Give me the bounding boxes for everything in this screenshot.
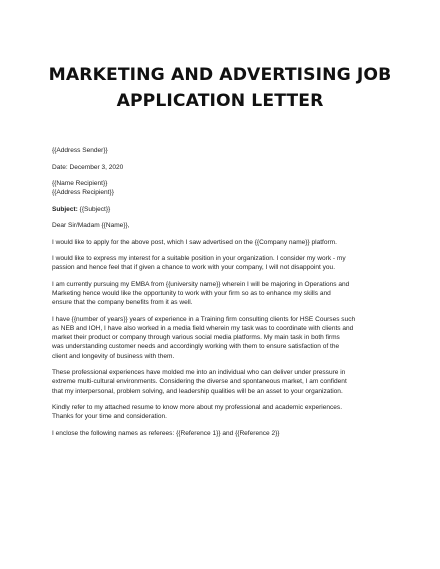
paragraph-line: I enclose the following names as referees: {{Reference 1}} and {{Reference 2}} (52, 429, 280, 437)
paragraph-line: market their product or company through various social media platforms. My main task in both firms (52, 334, 340, 342)
paragraph-line: I am currently pursuing my EMBA from {{university name}} wherein I will be majoring in Operations and (52, 280, 350, 288)
body-paragraph (52, 254, 396, 272)
subject-value: {{Subject}} (77, 205, 111, 213)
address-sender: {{Address Sender}} (52, 147, 108, 154)
body-paragraph (52, 403, 396, 421)
body-paragraph (52, 368, 396, 396)
paragraph-line: as NEB and IOH, I have also worked in a media field wherein my task was to coordinate with clients and (52, 325, 354, 333)
paragraph-line: These professional experiences have molded me into an individual who can deliver under pressure in (52, 369, 346, 377)
page-title (0, 62, 440, 114)
paragraph-line: passion and hence feel that if given a chance to work with your company, I will not disappoint you. (52, 264, 336, 272)
recipient-block (52, 179, 396, 197)
paragraph-line: Kindly refer to my attached resume to know more about my professional and academic experiences. (52, 404, 343, 412)
paragraph-line: I would like to express my interest for a suitable position in your organization. I consider my work - my (52, 255, 346, 263)
salutation: Dear Sir/Madam {{Name}}, (52, 222, 130, 230)
body-paragraph (52, 315, 396, 361)
paragraph-line: was understanding customer needs and accordingly working with them to ensure satisfaction of the (52, 343, 340, 351)
paragraph-line: I would like to apply for the above post, which I saw advertised on the {{Company name}} platform. (52, 238, 337, 246)
paragraph-line: that my interpersonal, problem solving, and leadership qualities will be an asset to your organization. (52, 387, 343, 395)
paragraph-line: client and longevity of business with them. (52, 352, 175, 360)
paragraph-line: Marketing hence would like the opportunity to work with your firm so as to enhance my skills and (52, 290, 331, 298)
paragraph-line: Thanks for your time and consideration. (52, 413, 167, 421)
paragraph-line: ensure that the company benefits from it as well. (52, 299, 193, 307)
body-paragraph (52, 238, 396, 247)
body-paragraph (52, 429, 396, 438)
title-line-1: MARKETING AND ADVERTISING JOB (48, 65, 392, 85)
letter-paragraphs (52, 238, 396, 438)
letter-date: Date: December 3, 2020 (52, 163, 124, 171)
subject-line (52, 205, 396, 214)
paragraph-line: extreme multi-cultural environments. Considering the diverse and spontaneous market, I am confident (52, 378, 347, 386)
paragraph-line: I have {{number of years}} years of experience in a Training firm consulting clients for HSE Courses such (52, 315, 356, 323)
subject-label: Subject: (52, 205, 78, 213)
title-line-2: APPLICATION LETTER (116, 91, 324, 111)
address-recipient: {{Address Recipient}} (52, 189, 114, 197)
name-recipient: {{Name Recipient}} (52, 180, 108, 187)
body-paragraph (52, 280, 396, 308)
letter-body (52, 146, 396, 445)
